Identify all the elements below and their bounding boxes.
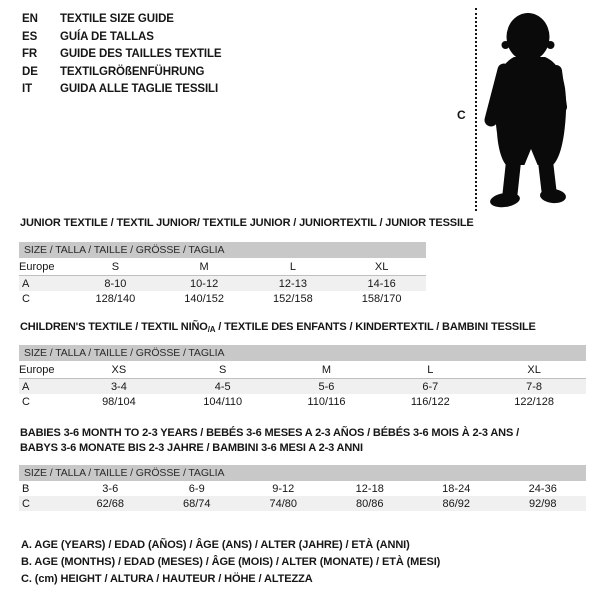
table-cell: 92/98 (528, 497, 557, 510)
table-cell: 7-8 (526, 380, 543, 393)
row-label: C (22, 292, 30, 305)
table-cell: 6-9 (188, 482, 205, 495)
language-title: GUÍA DE TALLAS (60, 30, 154, 43)
language-code: FR (22, 48, 38, 60)
height-label-c: C (457, 108, 466, 122)
table-row (19, 276, 426, 292)
size-header-label: SIZE / TALLA / TAILLE / GRÖSSE / TAGLIA (19, 465, 586, 481)
height-dashed-line (475, 8, 477, 211)
section-title-children-post: / TEXTILE DES ENFANTS / KINDERTEXTIL / BAMBINI TESSILE (215, 321, 536, 333)
table-cell: 3-6 (102, 482, 119, 495)
language-title: GUIDE DES TAILLES TEXTILE (60, 48, 222, 60)
language-title: TEXTILE SIZE GUIDE (60, 13, 174, 25)
col-header: XL (337, 258, 426, 276)
table-cell: 12-13 (278, 277, 307, 290)
table-cell: 104/110 (203, 395, 243, 408)
language-row (22, 46, 222, 64)
language-code: ES (22, 30, 38, 43)
size-header-bar (19, 242, 426, 258)
table-cell: 24-36 (528, 482, 557, 495)
table-cell: 10-12 (190, 277, 219, 290)
table-cell: 6-7 (422, 380, 439, 393)
section-title-babies-line1: BABIES 3-6 MONTH TO 2-3 YEARS / BEBÉS 3-6 MESES A 2-3 AÑOS / BÉBÉS 3-6 MOIS À 2-3 ANS / (20, 427, 519, 439)
col-header: M (160, 258, 249, 276)
table-row (19, 481, 586, 496)
language-code: EN (22, 13, 38, 25)
size-header-label: SIZE / TALLA / TAILLE / GRÖSSE / TAGLIA (19, 242, 426, 258)
col-header: L (249, 258, 338, 276)
children-size-table (19, 345, 586, 409)
table-header-row (19, 258, 426, 276)
legend-line-c: C. (cm) HEIGHT / ALTURA / HAUTEUR / HÖHE / ALTEZZA (21, 573, 313, 586)
table-cell: 3-4 (110, 380, 127, 393)
language-row (22, 81, 222, 99)
table-cell: 4-5 (214, 380, 231, 393)
row-label: A (22, 277, 30, 290)
row-label: A (22, 380, 30, 393)
col-header: XS (67, 361, 171, 379)
baby-silhouette-icon (481, 7, 577, 212)
col-header: S (171, 361, 275, 379)
section-title-junior: JUNIOR TEXTILE / TEXTIL JUNIOR/ TEXTILE JUNIOR / JUNIORTEXTIL / JUNIOR TESSILE (20, 217, 474, 229)
table-cell: 8-10 (104, 277, 127, 290)
table-cell: 18-24 (442, 482, 471, 495)
row-label: C (22, 497, 30, 510)
section-title-children (20, 321, 536, 334)
table-row (19, 291, 426, 306)
table-header-row (19, 361, 586, 379)
language-title: GUIDA ALLE TAGLIE TESSILI (60, 83, 219, 95)
col-header: M (275, 361, 379, 379)
col-header: S (71, 258, 160, 276)
junior-size-table (19, 242, 426, 306)
row-label: C (22, 395, 30, 408)
table-row (19, 394, 586, 409)
table-cell: 140/152 (184, 292, 224, 305)
table-cell: 68/74 (182, 497, 211, 510)
babies-size-table (19, 465, 586, 511)
table-cell: 86/92 (442, 497, 471, 510)
row-label: B (22, 482, 30, 495)
legend-line-a: A. AGE (YEARS) / EDAD (AÑOS) / ÂGE (ANS) / ALTER (JAHRE) / ETÀ (ANNI) (21, 539, 410, 551)
table-cell: 122/128 (514, 395, 554, 408)
table-cell: 5-6 (318, 380, 335, 393)
table-cell: 152/158 (272, 292, 313, 305)
language-title: TEXTILGRÖßENFÜHRUNG (60, 65, 205, 78)
table-cell: 9-12 (272, 482, 295, 495)
table-row (19, 496, 586, 511)
language-row (22, 11, 222, 29)
size-header-label: SIZE / TALLA / TAILLE / GRÖSSE / TAGLIA (19, 345, 586, 361)
row-label: Europe (19, 361, 67, 379)
table-cell: 12-18 (355, 482, 384, 495)
language-code: DE (22, 65, 38, 78)
section-title-children-sub: /A (207, 325, 216, 334)
table-cell: 74/80 (269, 497, 298, 510)
table-cell: 98/104 (102, 395, 136, 408)
language-code: IT (22, 83, 33, 95)
language-row (22, 29, 222, 47)
size-header-bar (19, 345, 586, 361)
table-cell: 14-16 (367, 277, 396, 290)
col-header: XL (482, 361, 586, 379)
language-list (22, 11, 222, 99)
table-cell: 110/116 (307, 395, 346, 408)
table-cell: 62/68 (96, 497, 125, 510)
section-title-babies-line2: BABYS 3-6 MONATE BIS 2-3 JAHRE / BAMBINI 3-6 MESI A 2-3 ANNI (20, 442, 363, 454)
legend-line-b: B. AGE (MONTHS) / EDAD (MESES) / ÂGE (MOIS) / ALTER (MONATE) / ETÀ (MESI) (21, 556, 441, 569)
table-cell: 128/140 (95, 292, 136, 305)
language-row (22, 64, 222, 82)
col-header: L (378, 361, 482, 379)
table-row (19, 379, 586, 395)
table-cell: 158/170 (361, 292, 402, 305)
section-title-children-pre: CHILDREN'S TEXTILE / TEXTIL NIÑO (20, 321, 208, 333)
row-label: Europe (19, 258, 71, 276)
table-cell: 80/86 (355, 497, 384, 510)
size-header-bar (19, 465, 586, 481)
table-cell: 116/122 (410, 395, 450, 408)
legend (21, 537, 440, 589)
